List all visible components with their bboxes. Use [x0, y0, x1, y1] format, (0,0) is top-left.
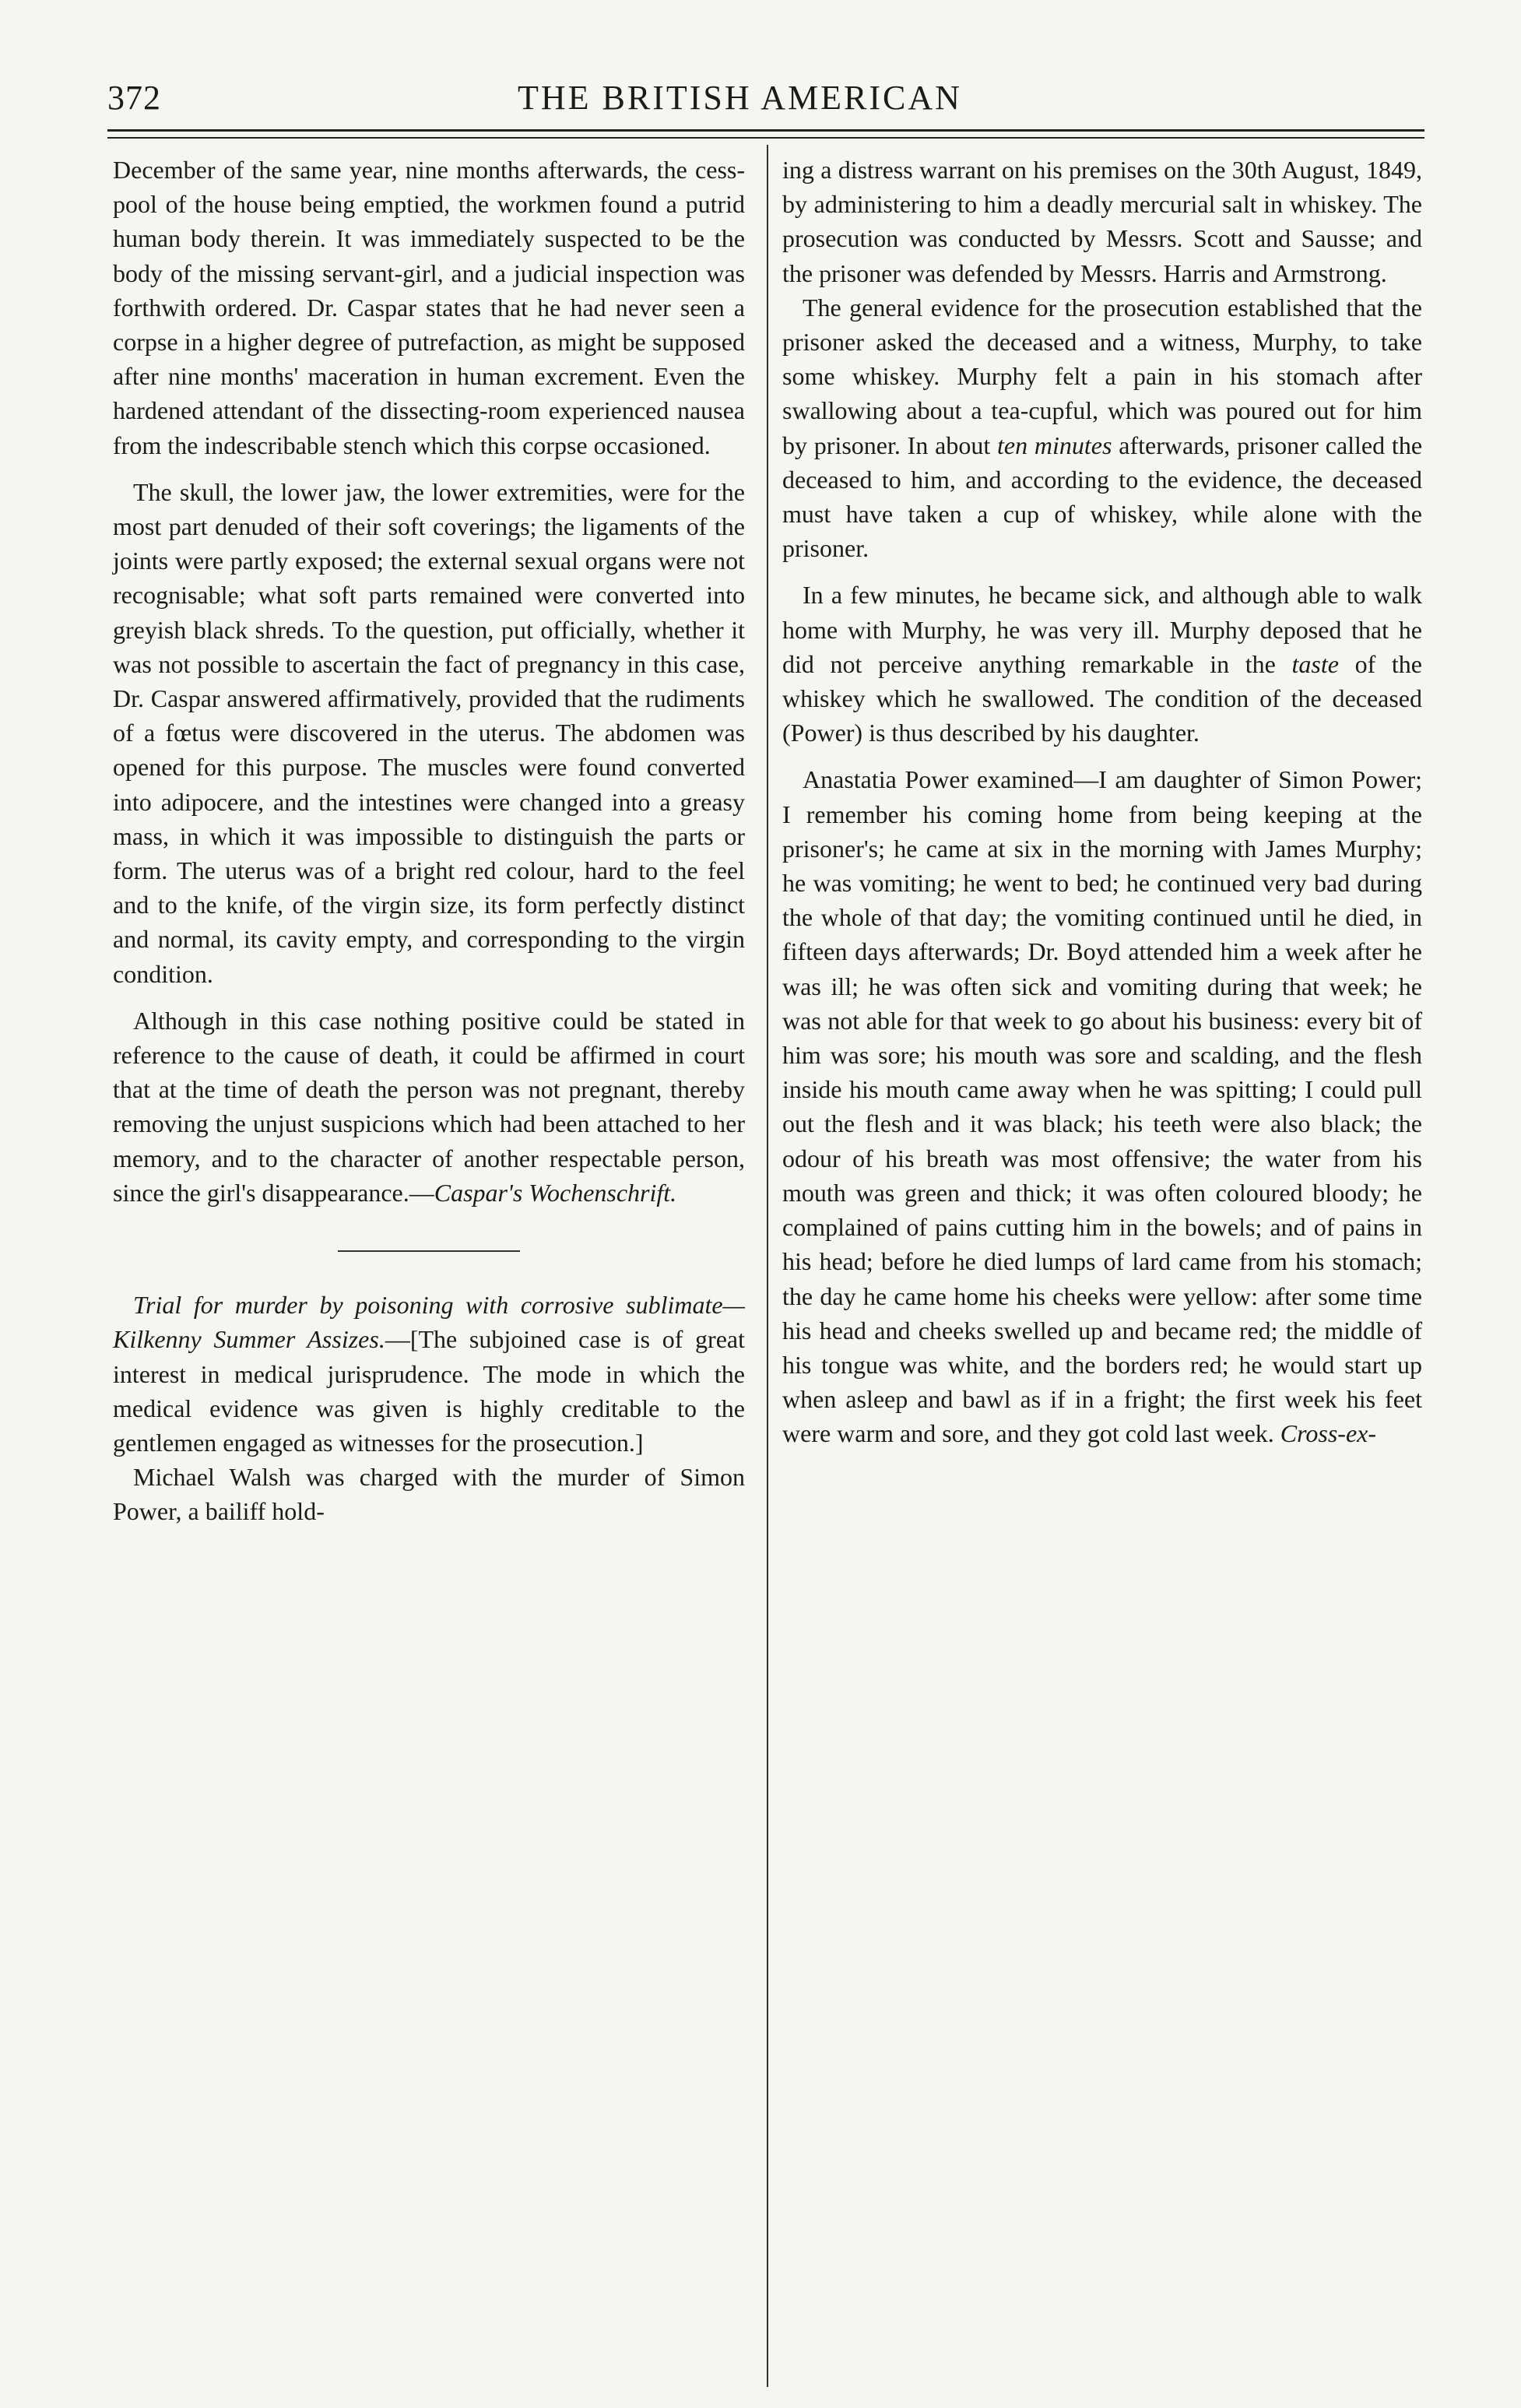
- header-rule-thick: [107, 129, 1424, 132]
- paragraph-text: Although in this case nothing positive could be stated in reference to the cause of death, it could be affirmed in court that at the time of death the person was not pregnant, thereby removing the unjust suspicions which had been attached to her memory, and to the character of another respectable person, since the girl's disappearance.—: [113, 1006, 745, 1207]
- right-column: [782, 153, 1422, 1451]
- section-separator: [338, 1250, 520, 1252]
- source-citation: Caspar's Wochenschrift.: [434, 1178, 677, 1207]
- running-title: THE BRITISH AMERICAN: [518, 79, 962, 117]
- article-intro-text: —[The subjoined case is of great interest in medical jurisprudence. The mode in which the medical evidence was given is highly creditable to the gentlemen engaged as witnesses for the prosecution.]: [113, 1325, 746, 1457]
- header-rule-thin: [107, 137, 1424, 139]
- text-part: of the whiskey which he swallowed. The condition of the deceased (Power) is thus described by his daughter.: [782, 649, 1423, 747]
- text-part: The general evidence for the prosecution established that the prisoner asked the deceased and a witness, Murphy, to take some whiskey. Murphy felt a pain in his stomach after swallowing about a tea-cupful, which was poured out for him by prisoner. In about: [782, 293, 1422, 459]
- left-paragraph-2: The skull, the lower jaw, the lower extremities, were for the most part denuded of their soft coverings; the ligaments of the joints were partly exposed; the external sexual organs were not recognisable; what soft parts remained were converted into greyish black shreds. To the question, put officially, whether it was not possible to ascertain the fact of pregnancy in this case, Dr. Caspar answered affirmatively, provided that the rudiments of a fœtus were discovered in the uterus. The abdomen was opened for this purpose. The muscles were found converted into adipocere, and the intestines were changed into a greasy mass, in which it was impossible to distinguish the parts or form. The uterus was of a bright red colour, hard to the feel and to the knife, of the virgin size, its form perfectly distinct and normal, its cavity empty, and corresponding to the virgin condition.: [113, 477, 745, 988]
- page-header: [0, 78, 1521, 132]
- emphasis: ten minutes: [997, 431, 1112, 459]
- right-paragraph-2: [782, 290, 1422, 566]
- left-paragraph-3: [113, 1004, 745, 1210]
- text-part: In a few minutes, he became sick, and although able to walk home with Murphy, he was very ill. Murphy deposed that he did not perceive anything remarkable in the: [782, 581, 1422, 678]
- emphasis: Cross-ex-: [1280, 1419, 1377, 1448]
- page-number: 372: [107, 79, 161, 117]
- text-part: afterwards, prisoner called the deceased to him, and according to the evidence, the deceased must have taken a cup of whiskey, while alone with the prisoner.: [782, 431, 1423, 563]
- left-paragraph-5: Michael Walsh was charged with the murder of Simon Power, a bailiff hold-: [113, 1463, 745, 1526]
- column-divider: [767, 145, 768, 2387]
- article-title: Trial for murder by poisoning with corrosive sublimate—Kilkenny Summer Assizes.: [113, 1291, 745, 1354]
- right-paragraph-4: [782, 762, 1422, 1450]
- left-column: [113, 153, 745, 1529]
- article-intro: [113, 1288, 745, 1460]
- left-paragraph-1: December of the same year, nine months afterwards, the cess-pool of the house being emptied, the workmen found a putrid human body therein. It was immediately suspected to be the body of the missing servant-girl, and a judicial inspection was forthwith ordered. Dr. Caspar states that he had never seen a corpse in a higher degree of putrefaction, as might be supposed after nine months' maceration in human excrement. Even the hardened attendant of the dissecting-room experienced nausea from the indescribable stench which this corpse occasioned.: [113, 156, 745, 459]
- emphasis: taste: [1291, 649, 1339, 678]
- right-paragraph-1: ing a distress warrant on his premises on the 30th August, 1849, by administering to him a deadly mercurial salt in whiskey. The prosecution was conducted by Messrs. Scott and Sausse; and the prisoner was defended by Messrs. Harris and Armstrong.: [782, 156, 1422, 287]
- testimony-text: Anastatia Power examined—I am daughter of Simon Power; I remember his coming home from being keeping at the prisoner's; he came at six in the morning with James Murphy; he was vomiting; he went to bed; he continued very bad during the whole of that day; the vomiting continued until he died, in fifteen days afterwards; Dr. Boyd attended him a week after he was ill; he was often sick and vomiting during that week; he was not able for that week to go about his business: every bit of him was sore; his mouth was sore and scalding, and the flesh inside his mouth came away when he was spitting; I could pull out the flesh and it was black; his teeth were also black; the odour of his breath was most offensive; the water from his mouth was green and thick; it was often coloured bloody; he complained of pains cutting him in the bowels; and of pains in his head; before he died lumps of lard came from his stomach; the day he came home his cheeks were yellow: after some time his head and cheeks swelled up and became red; the middle of his tongue was white, and the borders red; he would start up when asleep and bawl as if in a fright; the first week his feet were warm and sore, and they got cold last week.: [782, 765, 1422, 1448]
- right-paragraph-3: [782, 578, 1422, 750]
